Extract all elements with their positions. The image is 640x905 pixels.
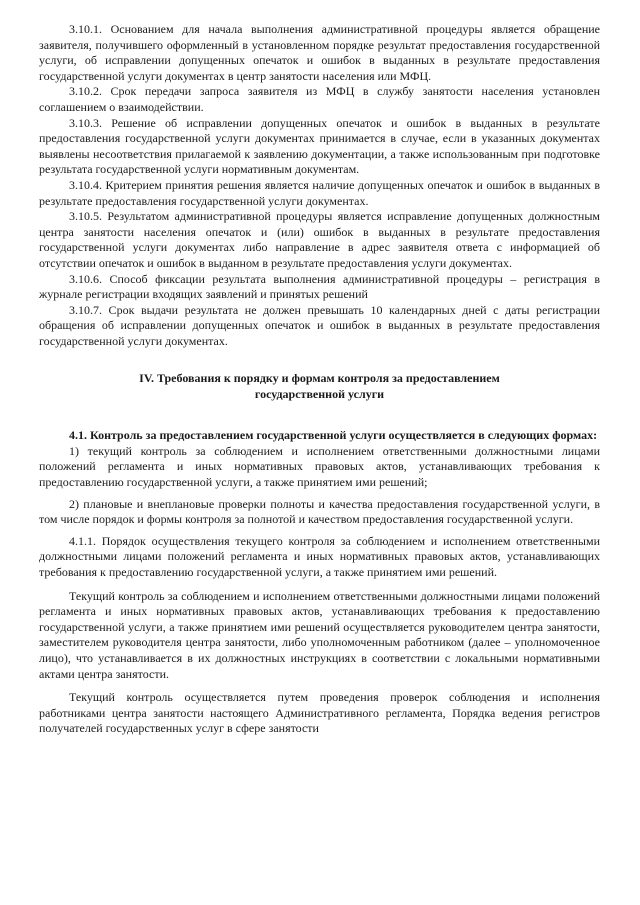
spacer <box>39 682 600 690</box>
paragraph-3-10-7: 3.10.7. Срок выдачи результата не должен превышать 10 календарных дней с даты регистрации обращения об исправлении допущенных опечаток и ошибок в выданных в результате предоставления государственной услуги документах. <box>39 302 600 348</box>
section-heading-line-1: IV. Требования к порядку и формам контроля за предоставлением <box>139 371 500 386</box>
spacer <box>39 581 600 589</box>
paragraph-3-10-2: 3.10.2. Срок передачи запроса заявителя из МФЦ в службу занятости населения установлен соглашением о взаимодействии. <box>39 84 600 114</box>
paragraph-4-1-1: 4.1.1. Порядок осуществления текущего контроля за соблюдением и исполнением ответственными должностными лицами положений регламента и иных нормативных правовых актов, устанавливающих требования к предоставлению государственной услуги, а также принятием ими решений. <box>39 533 600 580</box>
section-heading-line-2: государственной услуги <box>254 386 385 401</box>
section-heading <box>79 371 560 402</box>
paragraph-3-10-5: 3.10.5. Результатом административной процедуры является исправление допущенных должностным центра занятости населения опечаток и (или) ошибок в выданных в результате предоставления государственной услуги документах либо направление в адрес заявителя ответа с информацией об отсутствии опечаток и ошибок в выданном в результате предоставления услуги документах. <box>39 209 600 270</box>
paragraph-3-10-3: 3.10.3. Решение об исправлении допущенных опечаток и ошибок в выданных в результате предоставления государственной услуги документах принимается в случае, если в указанных документах выявлены несоответствия прилагаемой к заявлению документации, а также использованным при подготовке результата государственной услуги нормативным документам. <box>39 115 600 177</box>
paragraph-4-1-item-1: 1) текущий контроль за соблюдением и исполнением ответственными должностными лицами положений регламента и иных нормативных правовых актов, устанавливающих требования к предоставлению государственной услуги, а также принятием ими решений; <box>39 443 600 490</box>
paragraph-3-10-4: 3.10.4. Критерием принятия решения является наличие допущенных опечаток и ошибок в выданных в результате предоставления государственной услуги документах. <box>39 177 600 208</box>
paragraph-4-1: 4.1. Контроль за предоставлением государственной услуги осуществляется в следующих формах: <box>69 428 598 443</box>
paragraph-3-10-1: 3.10.1. Основанием для начала выполнения административной процедуры является обращение заявителя, получившего оформленный в установленном порядке результат предоставления государственной услуги, об исправлении допущенных опечаток и ошибок в выданных в результате предоставления государственной услуги документах в центр занятости населения или МФЦ. <box>39 22 600 83</box>
paragraph-4-1-item-2: 2) плановые и внеплановые проверки полноты и качества предоставления государственной услуги, в том числе порядок и формы контроля за полнотой и качеством предоставления государственной услуги. <box>39 496 600 527</box>
paragraph-3-10-6: 3.10.6. Способ фиксации результата выполнения административной процедуры – регистрация в журнале регистрации входящих заявлений и принятых решений <box>39 271 600 302</box>
paragraph-current-control: Текущий контроль за соблюдением и исполнением ответственными должностными лицами положений регламента и иных нормативных правовых актов, устанавливающих требования к предоставлению государственной услуги, а также принятием ими решений осуществляется руководителем центра занятости, заместителем руководителя центра занятости, либо уполномоченным работником (далее – уполномоченное лицо), что устанавливается в их должностных инструкциях в соответствии с локальными нормативными актами центра занятости. <box>39 588 600 681</box>
paragraph-current-control-method: Текущий контроль осуществляется путем проведения проверок соблюдения и исполнения работниками центра занятости настоящего Административного регламента, Порядка ведения регистров получателей государственных услуг в сфере занятости <box>39 690 600 736</box>
